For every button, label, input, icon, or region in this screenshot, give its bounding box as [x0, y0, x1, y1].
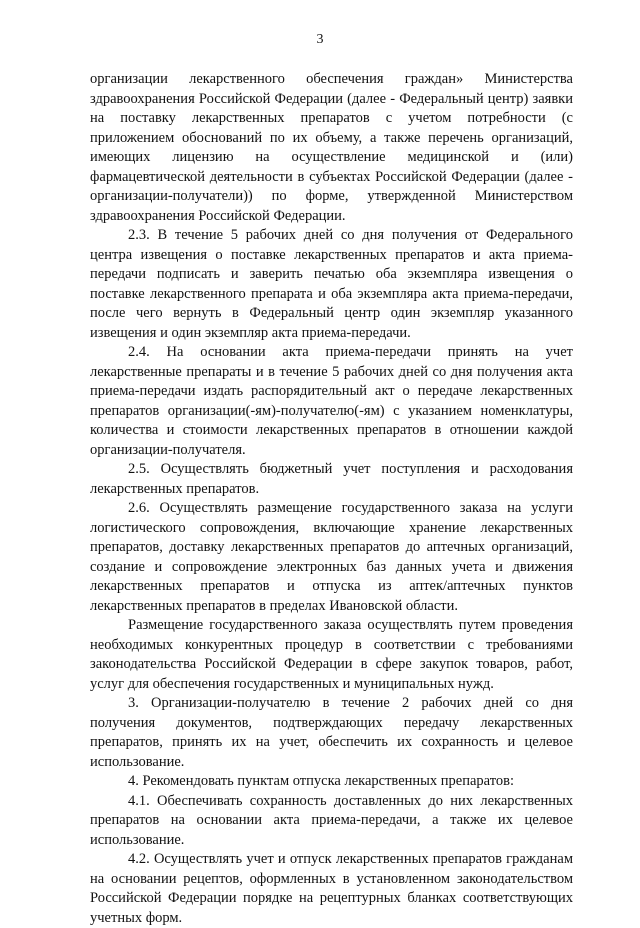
paragraph-2-5: 2.5. Осуществлять бюджетный учет поступления и расходования лекарственных препаратов. — [90, 461, 573, 497]
page-number: 3 — [316, 32, 324, 47]
document-body — [90, 70, 573, 928]
paragraph-2-3: 2.3. В течение 5 рабочих дней со дня получения от Федерального центра извещения о поставке лекарственных препаратов и акта приема-передачи подписать и заверить печатью оба экземпляра извещения о поставке лекарственного препарата и оба экземпляра акта приема-передачи, после чего вернуть в Федеральный центр один экземпляр указанного извещения и один экземпляр акта приема-передачи. — [90, 227, 573, 341]
paragraph-2-4: 2.4. На основании акта приема-передачи принять на учет лекарственные препараты и в течение 5 рабочих дней со дня получения акта приема-передачи издать распорядительный акт о передаче лекарственных препаратов организации(-ям)-получателю(-ям) с указанием номенклатуры, количества и стоимости лекарственных препаратов в отношении каждой организации-получателя. — [90, 344, 573, 458]
paragraph-4: 4. Рекомендовать пунктам отпуска лекарственных препаратов: — [128, 773, 514, 789]
paragraph-continuation: организации лекарственного обеспечения граждан» Министерства здравоохранения Российской Федерации (далее - Федеральный центр) заявки на поставку лекарственных препаратов с учетом потребности (с приложением обоснований по их объему, а также перечень организаций, имеющих лицензию на осуществление медицинской и (или) фармацевтической деятельности в субъектах Российской Федерации (далее - организации-получатели)) по форме, утвержденной Министерством здравоохранения Российской Федерации. — [90, 71, 573, 224]
paragraph-procurement: Размещение государственного заказа осуществлять путем проведения необходимых конкурентных процедур в соответствии с требованиями законодательства Российской Федерации в сфере закупок товаров, работ, услуг для обеспечения государственных и муниципальных нужд. — [90, 617, 573, 692]
paragraph-2-6: 2.6. Осуществлять размещение государственного заказа на услуги логистического сопровождения, включающие хранение лекарственных препаратов, доставку лекарственных препаратов до аптечных организаций, создание и сопровождение электронных баз данных учета и движения лекарственных препаратов и отпуска из аптек/аптечных пунктов лекарственных препаратов в пределах Ивановской области. — [90, 500, 573, 614]
paragraph-3: 3. Организации-получателю в течение 2 рабочих дней со дня получения документов, подтверждающих передачу лекарственных препаратов, принять их на учет, обеспечить их сохранность и целевое использование. — [90, 695, 573, 770]
paragraph-4-1: 4.1. Обеспечивать сохранность доставленных до них лекарственных препаратов на основании акта приема-передачи, а также их целевое использование. — [90, 792, 573, 848]
paragraph-4-2: 4.2. Осуществлять учет и отпуск лекарственных препаратов гражданам на основании рецептов, оформленных в установленном законодательством Российской Федерации порядке на рецептурных бланках соответствующих учетных форм. — [90, 851, 573, 926]
